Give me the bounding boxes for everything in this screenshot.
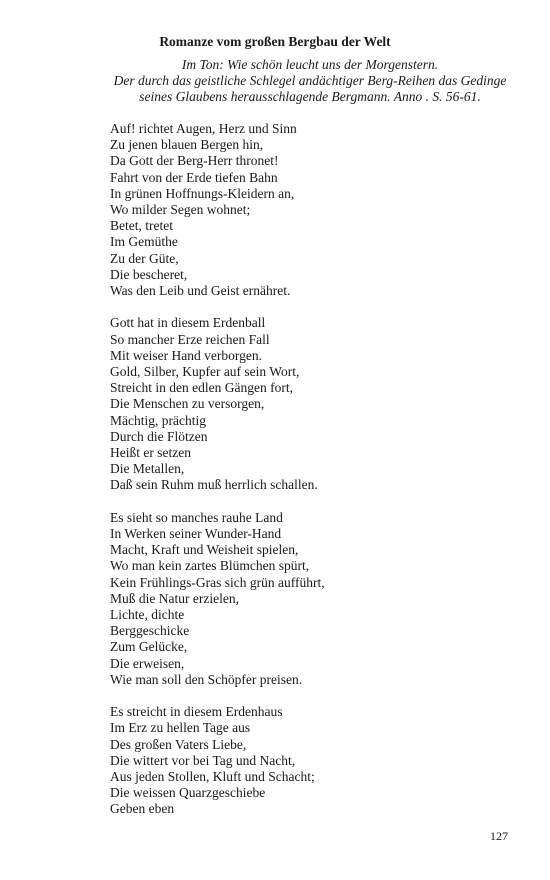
poem-line: Daß sein Ruhm muß herrlich schallen. — [110, 477, 318, 493]
poem-line: Da Gott der Berg-Herr thronet! — [110, 153, 279, 169]
poem-line: Die Metallen, — [110, 461, 185, 477]
poem-line: Die bescheret, — [110, 266, 188, 282]
poem-line: Zu jenen blauen Bergen hin, — [110, 137, 264, 153]
poem-line: Mächtig, prächtig — [110, 412, 206, 428]
poem-line: In Werken seiner Wunder-Hand — [110, 526, 282, 542]
poem-line: Was den Leib und Geist ernähret. — [110, 283, 291, 299]
poem-line: So mancher Erze reichen Fall — [110, 331, 270, 347]
poem-line: Wo man kein zartes Blümchen spürt, — [110, 558, 310, 574]
poem-line: Heißt er setzen — [110, 445, 191, 461]
poem-line: Kein Frühlings-Gras sich grün aufführt, — [110, 574, 325, 590]
poem-line: Gott hat in diesem Erdenball — [110, 315, 266, 331]
poem-line: Es streicht in diesem Erdenhaus — [110, 704, 283, 720]
poem-subtitle — [90, 57, 530, 105]
poem-line: Auf! richtet Augen, Herz und Sinn — [110, 121, 297, 136]
poem-line: Macht, Kraft und Weisheit spielen, — [110, 542, 299, 558]
poem-line: Wo milder Segen wohnet; — [110, 202, 251, 218]
poem-line: Zum Gelücke, — [110, 639, 188, 655]
poem-line: Berggeschicke — [110, 623, 190, 639]
poem-line: Gold, Silber, Kupfer auf sein Wort, — [110, 364, 300, 380]
poem-line: Lichte, dichte — [110, 607, 185, 623]
poem-line: Fahrt von der Erde tiefen Bahn — [110, 169, 278, 185]
page-number: 127 — [490, 829, 508, 843]
poem-stanza — [110, 704, 530, 817]
poem-line: Zu der Güte, — [110, 250, 179, 266]
poem-line: Die erweisen, — [110, 655, 185, 671]
poem-line: Aus jeden Stollen, Kluft und Schacht; — [110, 769, 315, 785]
poem-line: Geben eben — [110, 801, 175, 817]
poem-line: Durch die Flötzen — [110, 428, 208, 444]
poem-title: Romanze vom großen Bergbau der Welt — [159, 34, 391, 49]
subtitle-line: Im Ton: Wie schön leucht uns der Morgenstern. — [181, 57, 439, 72]
poem-line: Mit weiser Hand verborgen. — [110, 347, 262, 363]
poem-line: In grünen Hoffnungs-Kleidern an, — [110, 185, 295, 201]
subtitle-line: Der durch das geistliche Schlegel andächtiger Berg-Reihen das Gedinge — [113, 73, 507, 88]
poem-line: Im Erz zu hellen Tage aus — [110, 720, 251, 736]
poem-line: Streicht in den edlen Gängen fort, — [110, 380, 293, 396]
poem-line: Die wittert vor bei Tag und Nacht, — [110, 752, 296, 768]
poem-stanza — [110, 315, 530, 493]
subtitle-line: seines Glaubens herausschlagende Bergmann. Anno . S. 56-61. — [139, 89, 481, 104]
poem-line: Im Gemüthe — [110, 234, 178, 250]
poem-line: Es sieht so manches rauhe Land — [110, 509, 283, 525]
poem-line: Die weissen Quarzgeschiebe — [110, 785, 266, 801]
poem-line: Die Menschen zu versorgen, — [110, 396, 265, 412]
poem-stanza — [110, 121, 530, 299]
poem-stanza — [110, 510, 530, 688]
poem-line: Muß die Natur erzielen, — [110, 590, 239, 606]
poem-line: Betet, tretet — [110, 218, 173, 234]
poem-line: Des großen Vaters Liebe, — [110, 736, 247, 752]
poem-line: Wie man soll den Schöpfer preisen. — [110, 671, 303, 687]
poem-body — [110, 121, 530, 834]
